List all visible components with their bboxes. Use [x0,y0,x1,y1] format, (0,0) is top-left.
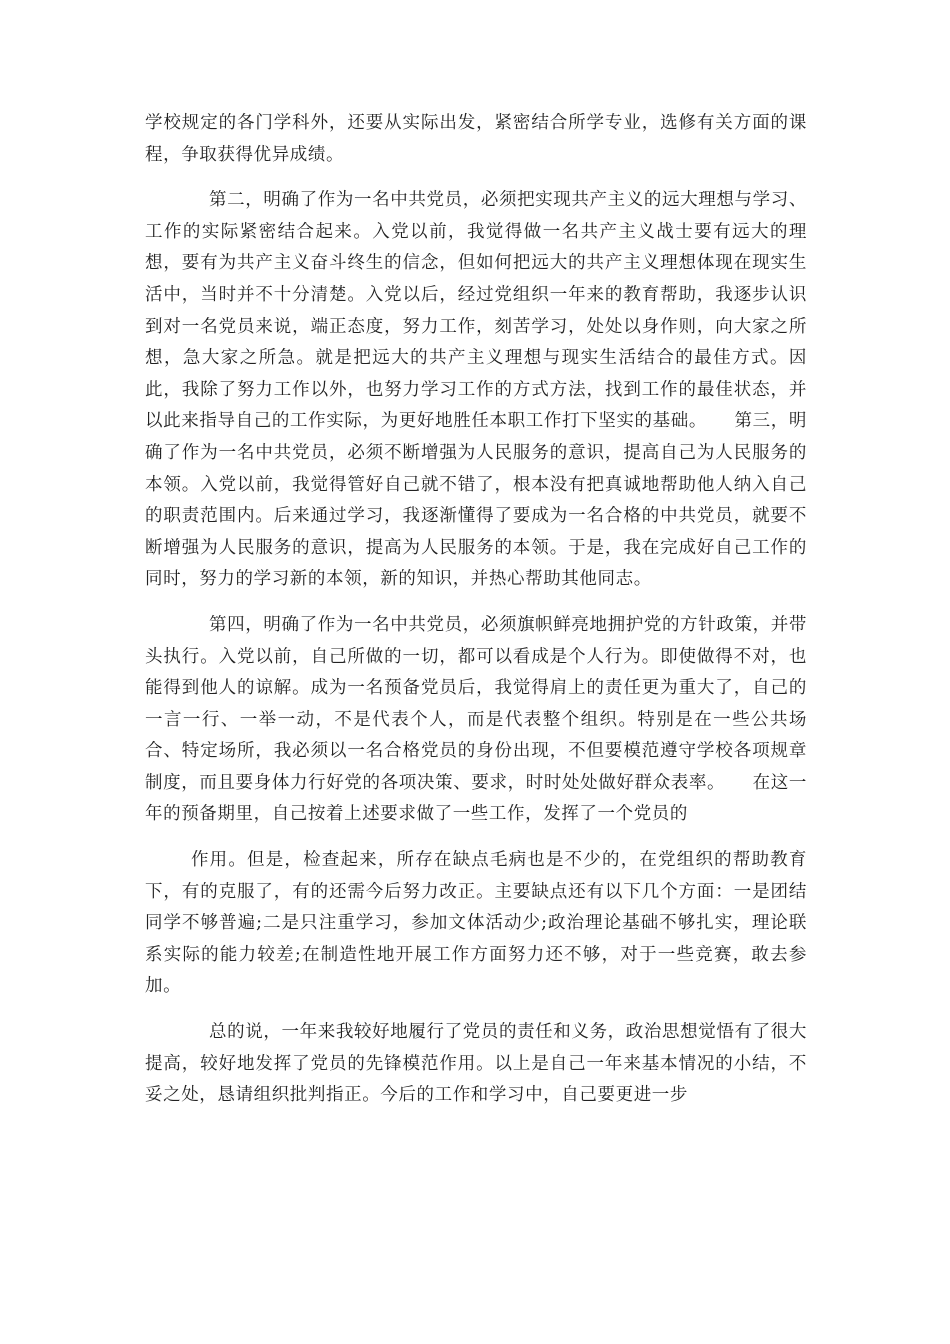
paragraph-second: 第二，明确了作为一名中共党员，必须把实现共产主义的远大理想与学习、工作的实际紧密结合起来。入党以前，我觉得做一名共产主义战士要有远大的理想，要有为共产主义奋斗终生的信念，但如何把远大的共产主义理想体现在现实生活中，当时并不十分清楚。入党以后，经过党组织一年来的教育帮助，我逐步认识到对一名党员来说，端正态度，努力工作，刻苦学习，处处以身作则，向大家之所想，急大家之所急。就是把远大的共产主义理想与现实生活结合的最佳方式。因此，我除了努力工作以外，也努力学习工作的方式方法，找到工作的最佳状态，并以此来指导自己的工作实际，为更好地胜任本职工作打下坚实的基础。 第三，明确了作为一名中共党员，必须不断增强为人民服务的意识，提高自己为人民服务的本领。入党以前，我觉得管好自己就不错了，根本没有把真诚地帮助他人纳入自己的职责范围内。后来通过学习，我逐渐懂得了要成为一名合格的中共党员，就要不断增强为人民服务的意识，提高为人民服务的本领。于是，我在完成好自己工作的同时，努力的学习新的本领，新的知识，并热心帮助其他同志。 [145,190,807,590]
paragraph-continuation: 学校规定的各门学科外，还要从实际出发，紧密结合所学专业，选修有关方面的课程，争取获得优异成绩。 [145,113,807,165]
paragraph-shortcomings: 作用。但是，检查起来，所存在缺点毛病也是不少的，在党组织的帮助教育下，有的克服了，有的还需今后努力改正。主要缺点还有以下几个方面：一是团结同学不够普遍;二是只注重学习，参加文体活动少;政治理论基础不够扎实，理论联系实际的能力较差;在制造性地开展工作方面努力还不够，对于一些竞赛，敢去参加。 [145,850,807,997]
paragraph-summary: 总的说，一年来我较好地履行了党员的责任和义务，政治思想觉悟有了很大提高，较好地发挥了党员的先锋模范作用。以上是自己一年来基本情况的小结，不妥之处，恳请组织批判指正。今后的工作和学习中，自己要更进一步 [145,1022,807,1106]
document-body [145,108,807,1126]
paragraph-fourth: 第四，明确了作为一名中共党员，必须旗帜鲜亮地拥护党的方针政策，并带头执行。入党以前，自己所做的一切，都可以看成是个人行为。即使做得不对，也能得到他人的谅解。成为一名预备党员后，我觉得肩上的责任更为重大了，自己的一言一行、一举一动，不是代表个人，而是代表整个组织。特别是在一些公共场合、特定场所，我必须以一名合格党员的身份出现，不但要模范遵守学校各项规章制度，而且要身体力行好党的各项决策、要求，时时处处做好群众表率。 在这一年的预备期里，自己按着上述要求做了一些工作，发挥了一个党员的 [145,614,807,825]
